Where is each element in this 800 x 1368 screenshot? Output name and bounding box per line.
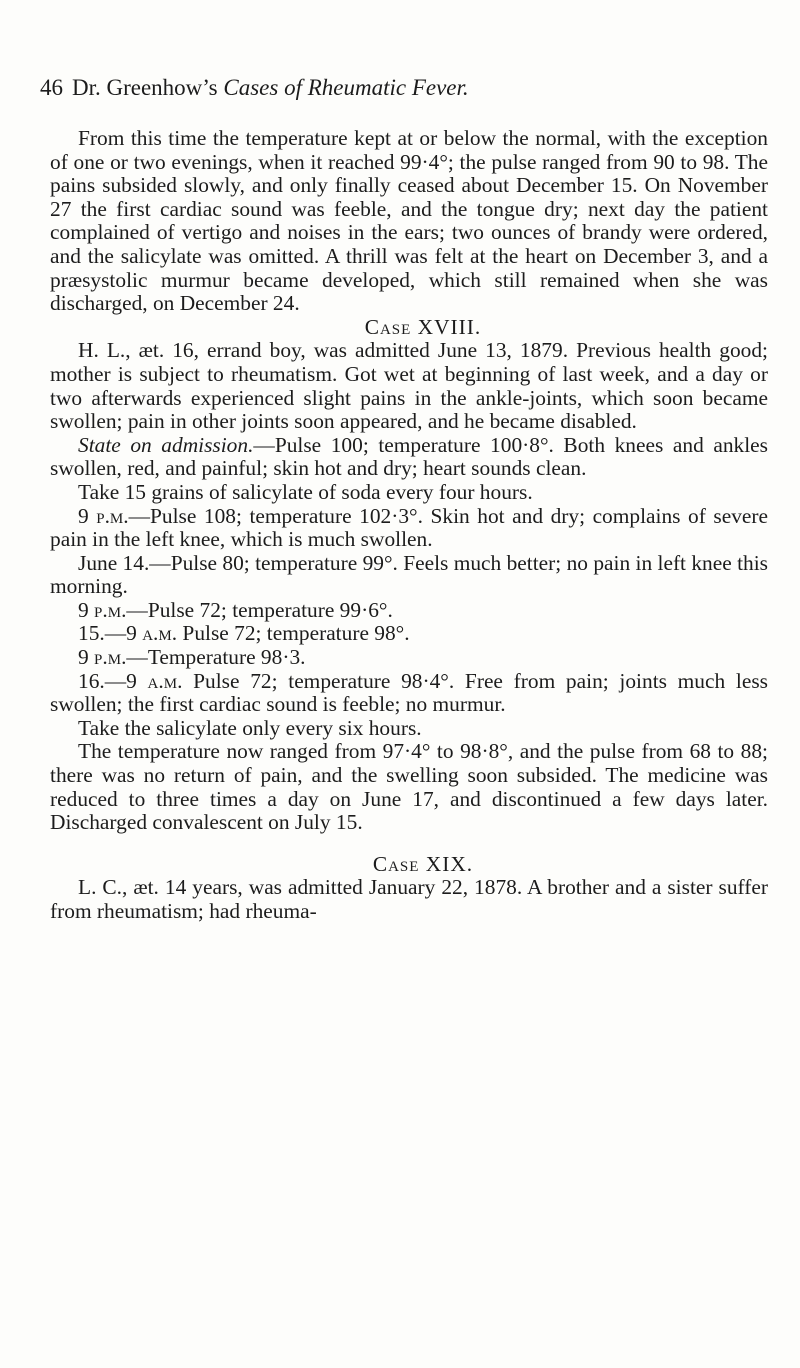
paragraph-text: Pulse 72; temperature 98·4°. Free from pain; joints much less swollen; the first cardiac sound is feeble; no murmur.	[50, 668, 768, 717]
page-number: 46	[40, 75, 63, 100]
paragraph	[50, 622, 768, 646]
paragraph-label: State on admission.	[78, 432, 254, 457]
paragraph-text: —Pulse 72; temperature 99·6°.	[126, 597, 393, 622]
running-title-subject: Cases of Rheumatic Fever.	[223, 75, 469, 100]
time-label: 9 p.m.	[78, 503, 129, 528]
date-label: 16.—9	[78, 668, 137, 693]
running-title-author: Dr. Greenhow’s	[72, 75, 218, 100]
paragraph: Take the salicylate only every six hours.	[78, 715, 422, 740]
body-text	[50, 127, 768, 924]
paragraph-text: Pulse 72; temperature 98°.	[182, 621, 410, 646]
paragraph: The temperature now ranged from 97·4° to 98·8°, and the pulse from 68 to 88; there was no return of pain, and the swelling soon subsided. The medicine was reduced to three times a day on June 17, and discontinued a few days later. Discharged convalescent on July 15.	[50, 739, 768, 835]
paragraph: Take 15 grains of salicylate of soda every four hours.	[78, 479, 533, 504]
paragraph	[50, 599, 768, 623]
paragraph	[50, 646, 768, 670]
paragraph	[50, 670, 768, 717]
time-label: a.m.	[142, 621, 178, 646]
paragraph: From this time the temperature kept at or below the normal, with the exception of one or two evenings, when it reached 99·4°; the pulse ranged from 90 to 98. The pains subsided slowly, and only finally ceased about December 15. On November 27 the first cardiac sound was feeble, and the tongue dry; next day the patient complained of vertigo and noises in the ears; two ounces of brandy were ordered, and the salicylate was omitted. A thrill was felt at the heart on December 3, and a præsystolic murmur became developed, which still remained when she was discharged, on December 24.	[50, 126, 768, 316]
paragraph-text: —Temperature 98·3.	[126, 645, 306, 670]
time-label: a.m.	[147, 668, 183, 693]
paragraph	[50, 434, 768, 481]
time-label: 9 p.m.	[78, 645, 127, 670]
paragraph	[50, 505, 768, 552]
case-heading: Case XIX.	[372, 851, 474, 876]
paragraph: June 14.—Pulse 80; temperature 99°. Feels much better; no pain in left knee this morning.	[50, 550, 768, 599]
case-heading: Case XVIII.	[364, 314, 482, 339]
paragraph-text: —Pulse 100; temperature 100·8°. Both knees and ankles swollen, red, and painful; skin hot and dry; heart sounds clean.	[50, 432, 768, 481]
time-label: 9 p.m.	[78, 597, 127, 622]
paragraph: H. L., æt. 16, errand boy, was admitted June 13, 1879. Previous health good; mother is subject to rheumatism. Got wet at beginning of last week, and a day or two afterwards experienced slight pains in the ankle-joints, which soon became swollen; pain in other joints soon appeared, and he became disabled.	[50, 338, 768, 434]
running-title	[72, 74, 469, 102]
paragraph-text: —Pulse 108; temperature 102·3°. Skin hot and dry; complains of severe pain in the left knee, which is much swollen.	[50, 503, 769, 552]
paragraph: L. C., æt. 14 years, was admitted January 22, 1878. A brother and a sister suffer from rheumatism; had rheuma-	[50, 875, 768, 923]
date-label: 15.—9	[78, 621, 137, 646]
